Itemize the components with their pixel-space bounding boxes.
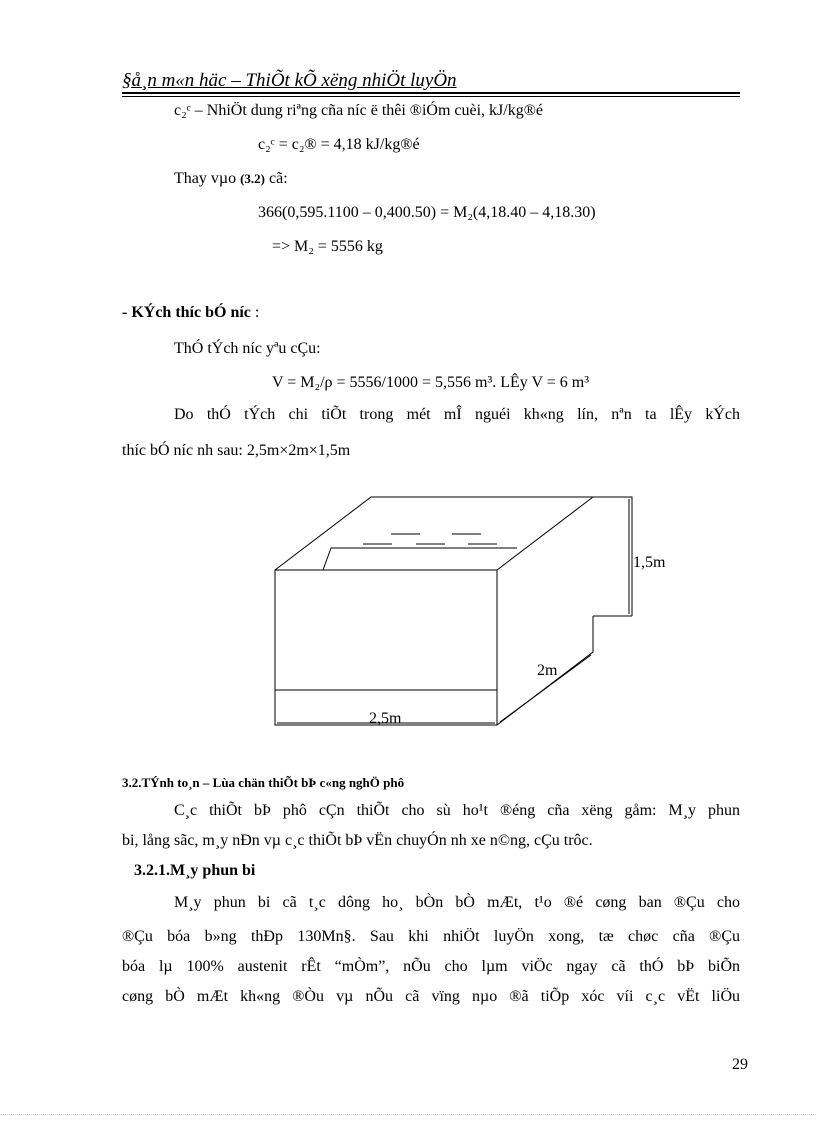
paragraph-shot-blast-line2: ®Çu bóa b»ng thÐp 130Mn§. Sau khi nhiÖt luyÖn xong, tæ chøc cña ®Çu xyxy=(122,928,740,945)
tank-inner-rim-left xyxy=(323,548,331,570)
page-bottom-border xyxy=(0,1114,816,1115)
section-heading-3-2-1: 3.2.1.M¸y phun bi xyxy=(134,862,256,879)
line-c2-equation: c₂ᶜ = c₂® = 4,18 kJ/kg®é xyxy=(258,136,420,153)
paragraph-equipment-line2: bi, lång sãc, m¸y nÐn vµ c¸c thiÕt bÞ vËn chuyÓn nh xe n©ng, cÇu trôc. xyxy=(122,832,593,849)
label-width: 2,5m xyxy=(369,710,402,727)
heading-colon: : xyxy=(254,304,260,321)
tank-top-front-right-edge xyxy=(497,497,593,570)
paragraph-shot-blast-line4: cøng bÒ mÆt kh«ng ®Òu vµ nÕu cã vïng nµo ®ã tiÕp xóc víi c¸c vËt liÖu xyxy=(122,988,740,1005)
label-depth: 2m xyxy=(537,662,558,679)
line-water-volume-label: ThÓ tÝch níc yªu cÇu: xyxy=(174,340,321,357)
tank-top-back-edges xyxy=(275,497,632,616)
line-heat-balance: 366(0,595.1100 – 0,400.50) = M₂(4,18.40 – 4,18.30) xyxy=(258,204,596,221)
tank-front-face xyxy=(275,570,497,725)
equation-ref: (3.2) xyxy=(240,171,266,186)
section-heading-3-2: 3.2.TÝnh to¸n – Lùa chän thiÕt bÞ c«ng nghÖ phô xyxy=(122,775,405,790)
paragraph-shot-blast-line3: bóa lµ 100% austenit rÊt “mÒm”, nÕu cho lµm viÖc ngay cã thÓ bÞ biÕn xyxy=(122,958,740,975)
paragraph-shot-blast-line1: M¸y phun bi cã t¸c dông ho¸ bÒn bÒ mÆt, t¹o ®é cøng ban ®Çu cho xyxy=(174,894,740,911)
label-height: 1,5m xyxy=(633,554,666,571)
line-volume-equation: V = M₂/ρ = 5556/1000 = 5,556 m³. LÊy V = 6 m³ xyxy=(272,374,590,391)
page-number: 29 xyxy=(732,1056,748,1073)
line-c2c-definition: c₂ᶜ – NhiÖt dung riªng cña níc ë thêi ®iÓm cuèi, kJ/kg®é xyxy=(174,102,543,119)
substitute-text: Thay vµo xyxy=(174,170,237,187)
page-header: §å¸n m«n häc – ThiÕt kÕ xëng nhiÖt luyÖn xyxy=(122,70,457,91)
heading-tank-size-text: - KÝch thíc bÓ níc xyxy=(122,304,251,321)
paragraph-tank-line1: Do thÓ tÝch chi tiÕt trong mét mÎ nguéi kh«ng lín, nªn ta lÊy kÝch xyxy=(174,406,740,423)
substitute-suffix: cã: xyxy=(269,170,288,187)
paragraph-tank-line2: thíc bÓ níc nh sau: 2,5m×2m×1,5m xyxy=(122,442,351,459)
paragraph-equipment-line1: C¸c thiÕt bÞ phô cÇn thiÕt cho sù ho¹t ®éng cña xëng gåm: M¸y phun xyxy=(174,802,740,819)
line-m2-result: => M₂ = 5556 kg xyxy=(272,238,383,255)
